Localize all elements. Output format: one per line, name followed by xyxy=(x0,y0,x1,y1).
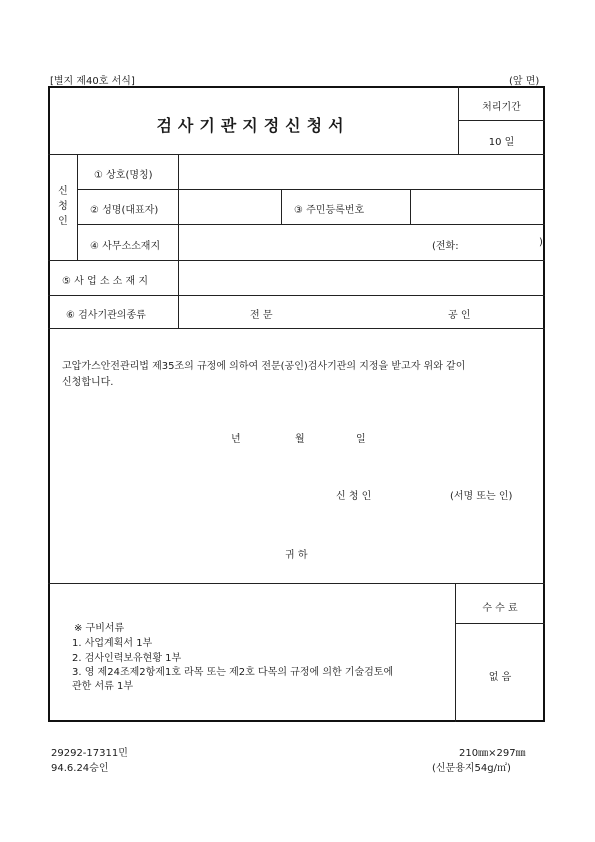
org-type-label: ⑥ 검사기관의종류 xyxy=(66,310,146,321)
signer-label: 신 청 인 xyxy=(336,491,372,502)
trade-name-label: ① 상호(명칭) xyxy=(94,170,153,181)
application-statement: 고압가스안전관리법 제35조의 규정에 의하여 전문(공인)검사기관의 지정을 받고자 위와 같이 xyxy=(62,361,466,372)
divider xyxy=(281,189,282,224)
divider xyxy=(178,154,179,328)
divider xyxy=(458,120,545,121)
required-doc-item: 1. 사업계획서 1부 xyxy=(72,638,153,649)
recipient: 귀 하 xyxy=(285,550,308,561)
processing-period-label: 처리기간 xyxy=(482,102,521,113)
divider xyxy=(77,224,545,225)
divider xyxy=(410,189,411,224)
divider xyxy=(455,623,545,624)
phone-label: (전화: xyxy=(432,241,459,252)
form-title: 검사기관지정신청서 xyxy=(156,116,350,135)
form-number: [별지 제40호 서식] xyxy=(50,76,135,87)
applicant-section-label: 신청인 xyxy=(58,186,68,227)
paper-size: 210㎜×297㎜ xyxy=(459,748,526,759)
approval-date: 94.6.24승인 xyxy=(51,763,109,774)
trade-name-field[interactable] xyxy=(180,156,543,187)
phone-close: ) xyxy=(539,237,543,248)
date-year: 년 xyxy=(231,434,241,445)
divider xyxy=(48,154,545,155)
date-month: 월 xyxy=(295,434,305,445)
org-type-option-specialized[interactable]: 전 문 xyxy=(250,310,273,321)
processing-period-value: 10 일 xyxy=(488,137,515,148)
required-doc-item: 2. 검사인력보유현황 1부 xyxy=(72,653,182,664)
divider xyxy=(48,328,545,329)
fee-value: 없 음 xyxy=(488,672,512,683)
required-doc-item: 관한 서류 1부 xyxy=(72,681,134,692)
required-docs-title: ※ 구비서류 xyxy=(74,623,125,634)
divider xyxy=(77,189,545,190)
resident-number-label: ③ 주민등록번호 xyxy=(294,205,365,216)
required-doc-item: 3. 영 제24조제2항제1호 라목 또는 제2호 다목의 규정에 의한 기술검토에 xyxy=(72,667,394,678)
page-side-label: (앞 면) xyxy=(509,76,540,87)
divider xyxy=(48,260,545,261)
date-day: 일 xyxy=(356,434,366,445)
representative-name-field[interactable] xyxy=(180,191,279,222)
signature-note: (서명 또는 인) xyxy=(450,491,513,502)
business-site-label: ⑤ 사 업 소 소 재 지 xyxy=(62,276,148,287)
paper-type: (신문용지54g/㎡) xyxy=(432,763,511,774)
office-address-label: ④ 사무소소재지 xyxy=(90,241,161,252)
phone-field[interactable] xyxy=(465,226,537,258)
divider xyxy=(48,583,545,584)
divider xyxy=(48,295,545,296)
fee-label: 수 수 료 xyxy=(482,603,518,614)
application-statement-cont: 신청합니다. xyxy=(62,377,114,388)
representative-name-label: ② 성명(대표자) xyxy=(90,205,159,216)
office-address-field[interactable] xyxy=(180,226,430,258)
org-type-option-certified[interactable]: 공 인 xyxy=(448,310,471,321)
form-code: 29292-17311민 xyxy=(51,748,128,759)
divider xyxy=(77,154,78,260)
resident-number-field[interactable] xyxy=(412,191,543,222)
business-site-field[interactable] xyxy=(180,262,543,293)
